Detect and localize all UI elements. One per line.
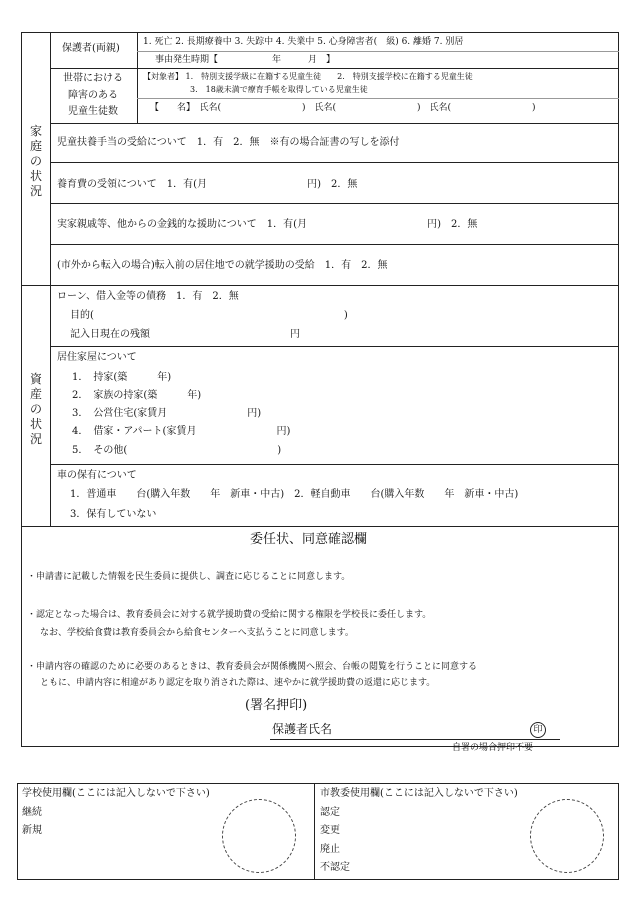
- assets-section-label: 資 産 の 状 況: [29, 372, 42, 446]
- consent-item-3b: ともに、申請内容に相違があり認定を取り消された際は、速やかに就学援助費の返還に応じます。: [40, 678, 436, 688]
- housing-item-3: 3． 公営住宅(家賃月 円): [72, 408, 262, 419]
- sub-label-divider: [137, 32, 138, 123]
- row-line-4: [50, 203, 619, 204]
- housing-item-2: 2． 家族の持家(築 年): [72, 390, 202, 401]
- board-item-reject: 不認定: [320, 862, 350, 873]
- guardian-inner-line: [137, 51, 619, 52]
- row-line-3: [50, 162, 619, 163]
- child-allowance: 児童扶養手当の受給について 1．有 2．無 ※有の場合証書の写しを添付: [57, 137, 400, 148]
- row-line-5: [50, 244, 619, 245]
- board-stamp-circle: [530, 799, 604, 873]
- disabled-inner-line: [137, 98, 619, 99]
- car-title: 車の保有について: [57, 470, 137, 481]
- disabled-label-1: 世帯における: [63, 73, 123, 84]
- seal-heading: (署名押印): [245, 698, 308, 713]
- school-box-title: 学校使用欄(ここには記入しないで下さい): [22, 788, 210, 799]
- section-line-family: [21, 285, 619, 286]
- guardian-name-label: 保護者氏名: [272, 722, 333, 736]
- signature-line[interactable]: [270, 739, 560, 740]
- consent-item-1: ・申請書に記載した情報を民生委員に提供し、調査に応じることに同意します。: [27, 572, 351, 582]
- label-column-divider: [50, 32, 51, 527]
- car-line-1: 1．普通車 台(購入年数 年 新車・中古) 2．軽自動車 台(購入年数 年 新車・中古): [70, 489, 519, 500]
- disabled-label-3: 児童生徒数: [68, 106, 118, 117]
- school-item-continue: 継続: [22, 807, 42, 818]
- consent-item-2a: ・認定となった場合は、教育委員会に対する就学援助費の受給に関する権限を学校長に委任します。: [27, 610, 432, 620]
- relative-aid: 実家親戚等、他からの金銭的な援助について 1．有(月 円) 2．無: [57, 219, 478, 230]
- loan-purpose: 目的( ): [70, 310, 348, 321]
- housing-item-5: 5． その他( ): [72, 445, 282, 456]
- car-line-2: 3．保有していない: [70, 509, 157, 520]
- guardian-label: 保護者(両親): [62, 43, 120, 54]
- seal-icon: 印: [530, 722, 546, 738]
- seal-note: 自署の場合押印不要: [452, 743, 534, 753]
- board-box-title: 市教委使用欄(ここには記入しないで下さい): [320, 788, 518, 799]
- consent-item-3a: ・申請内容の確認のために必要のあるときは、教育委員会が関係機関へ照会、台帳の閲覧を行うことに同意する: [27, 662, 478, 672]
- section-line-assets: [21, 526, 619, 527]
- consent-item-2b: なお、学校給食費は教育委員会から給食センターへ支払うことに同意します。: [40, 628, 354, 638]
- family-section-label: 家 庭 の 状 況: [29, 124, 42, 198]
- row-line-6: [50, 346, 619, 347]
- disabled-label-2: 障害のある: [68, 90, 118, 101]
- child-support: 養育費の受領について 1．有(月 円) 2．無: [57, 179, 358, 190]
- row-line-1: [50, 68, 619, 69]
- loan-balance: 記入日現在の残額 円: [70, 329, 300, 340]
- disabled-count: 【 名】 氏名( ) 氏名( ) 氏名( ): [150, 103, 536, 113]
- transfer-aid: (市外から転入の場合)転入前の居住地での就学援助の受給 1．有 2．無: [57, 260, 388, 271]
- consent-title: 委任状、同意確認欄: [250, 532, 368, 547]
- row-line-7: [50, 464, 619, 465]
- loan: ローン、借入金等の債務 1．有 2．無: [57, 291, 239, 302]
- board-item-change: 変更: [320, 825, 340, 836]
- school-item-new: 新規: [22, 825, 42, 836]
- board-item-abolish: 廃止: [320, 844, 340, 855]
- school-stamp-circle: [222, 799, 296, 873]
- board-item-approve: 認定: [320, 807, 340, 818]
- disabled-targets: 【対象者】 1. 特別支援学級に在籍する児童生徒 2. 特別支援学校に在籍する児童生徒: [143, 72, 473, 81]
- housing-title: 居住家屋について: [57, 352, 137, 363]
- event-date: 事由発生時期【 年 月 】: [155, 55, 336, 65]
- row-line-2: [50, 123, 619, 124]
- guardian-options: 1. 死亡 2. 長期療養中 3. 失踪中 4. 失業中 5. 心身障害者( 級) 6. 離婚 7. 別居: [143, 37, 464, 47]
- disabled-targets-3: 3. 18歳未満で療育手帳を取得している児童生徒: [190, 85, 368, 94]
- housing-item-1: 1． 持家(築 年): [72, 372, 172, 383]
- housing-item-4: 4． 借家・アパート(家賃月 円): [72, 426, 291, 437]
